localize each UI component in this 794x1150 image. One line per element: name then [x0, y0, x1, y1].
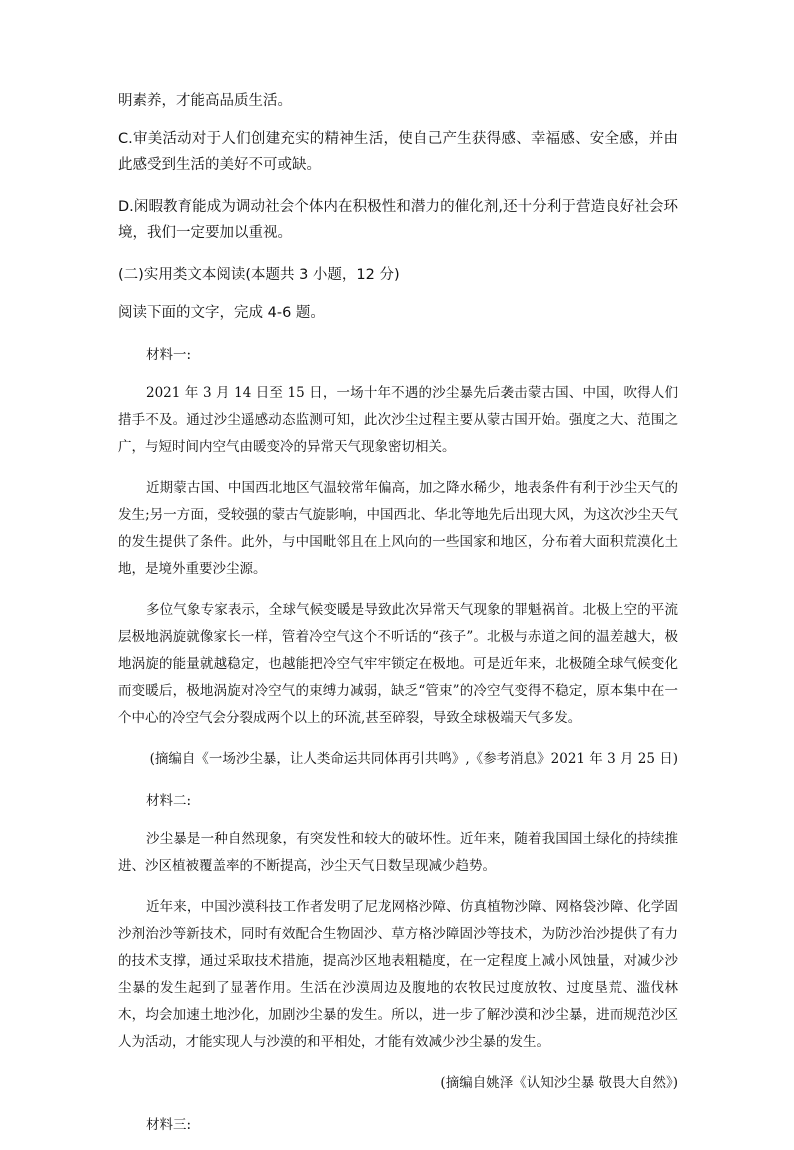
material-2-paragraph-1: 沙尘暴是一种自然现象，有突发性和较大的破坏性。近年来，随着我国国土绿化的持续推进、沙区植被覆盖率的不断提高，沙尘天气日数呈现减少趋势。	[118, 831, 678, 874]
material-1-title: 材料一:	[146, 347, 192, 363]
material-1-paragraph-3: 多位气象专家表示，全球气候变暖是导致此次异常天气现象的罪魁祸首。北极上空的平流层极地涡旋就像家长一样，管着冷空气这个不听话的“孩子”。北极与赤道之间的温差越大，极地涡旋的能量就越稳定，也越能把冷空气牢牢锁定在极地。可是近年来，北极随全球气候变化而变暖后，极地涡旋对冷空气的束缚力减弱，缺乏“管束”的冷空气变得不稳定，原本集中在一个中心的冷空气会分裂成两个以上的环流,甚至碎裂，导致全球极端天气多发。	[118, 602, 678, 726]
section-heading: (二)实用类文本阅读(本题共 3 小题，12 分)	[118, 267, 400, 283]
material-1-source: (摘编自《一场沙尘暴，让人类命运共同体再引共鸣》,《参考消息》2021 年 3 月 25 日)	[149, 751, 678, 767]
option-c: C.审美活动对于人们创建充实的精神生活，使自己产生获得感、幸福感、安全感，并由此感受到生活的美好不可或缺。	[118, 131, 678, 173]
option-b-tail: 明素养，才能高品质生活。	[118, 93, 292, 109]
question-options	[118, 88, 678, 326]
option-d: D.闲暇教育能成为调动社会个体内在积极性和潜力的催化剂,还十分利于营造良好社会环境，我们一定要加以重视。	[118, 199, 678, 241]
material-3	[118, 1114, 678, 1136]
material-1-paragraph-2: 近期蒙古国、中国西北地区气温较常年偏高，加之降水稀少，地表条件有利于沙尘天气的发生;另一方面，受较强的蒙古气旋影响，中国西北、华北等地先后出现大风，为这次沙尘天气的发生提供了条件。此外，与中国毗邻且在上风向的一些国家和地区，分布着大面积荒漠化土地，是境外重要沙尘源。	[118, 480, 678, 577]
document-page	[118, 88, 678, 1150]
material-2-paragraph-2: 近年来，中国沙漠科技工作者发明了尼龙网格沙障、仿真植物沙障、网格袋沙障、化学固沙剂治沙等新技术，同时有效配合生物固沙、草方格沙障固沙等技术，为防沙治沙提供了有力的技术支撑，通过采取技术措施，提高沙区地表粗糙度，在一定程度上减小风蚀量，对减少沙尘暴的发生起到了显著作用。生活在沙漠周边及腹地的农牧民过度放牧、过度垦荒、滥伐林木，均会加速土地沙化，加剧沙尘暴的发生。所以，进一步了解沙漠和沙尘暴，进而规范沙区人为活动，才能实现人与沙漠的和平相处，才能有效减少沙尘暴的发生。	[118, 899, 678, 1050]
material-3-title: 材料三:	[146, 1117, 192, 1133]
material-1	[118, 344, 678, 772]
material-2-title: 材料二:	[146, 793, 192, 809]
material-2-source: (摘编自姚泽《认知沙尘暴 敬畏大自然》)	[440, 1075, 678, 1091]
material-1-paragraph-1: 2021 年 3 月 14 日至 15 日，一场十年不遇的沙尘暴先后袭击蒙古国、中国，吹得人们措手不及。通过沙尘遥感动态监测可知，此次沙尘过程主要从蒙古国开始。强度之大、范围之广，与短时间内空气由暖变冷的异常天气现象密切相关。	[118, 385, 678, 455]
instruction: 阅读下面的文字，完成 4-6 题。	[118, 305, 325, 321]
material-2	[118, 790, 678, 1096]
